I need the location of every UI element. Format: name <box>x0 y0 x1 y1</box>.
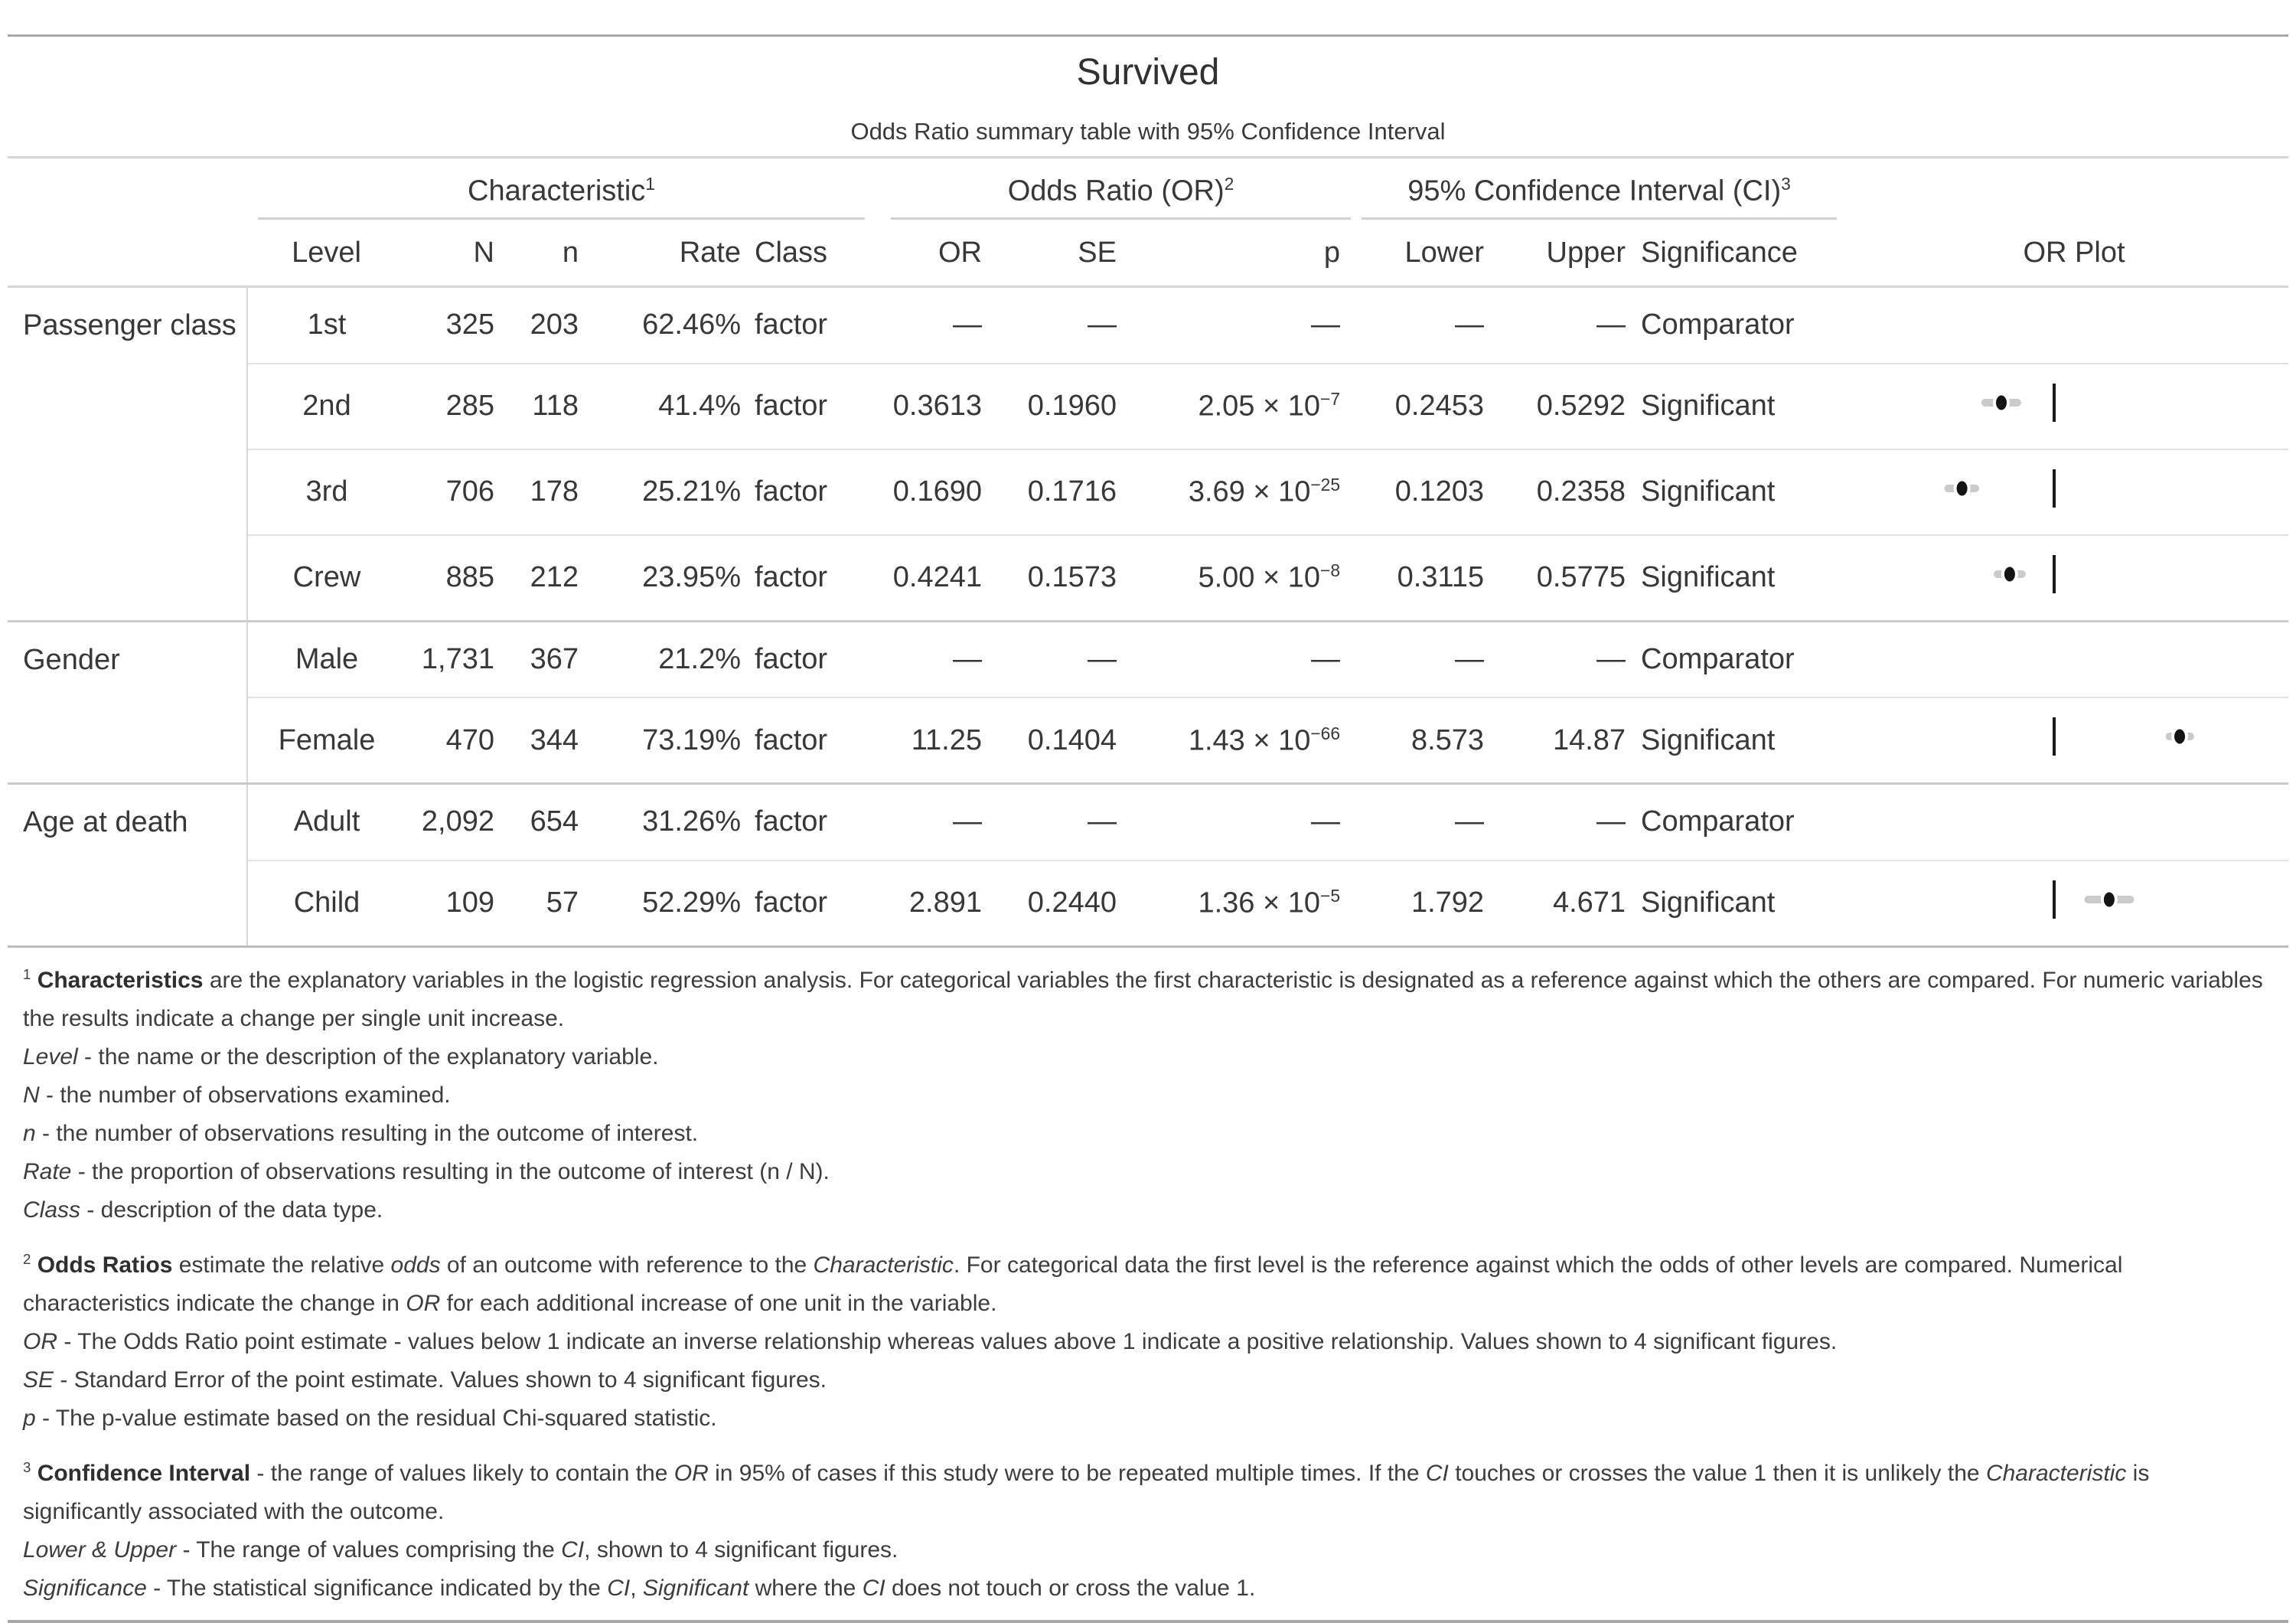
reference-line-value-1 <box>2053 717 2056 756</box>
cell-or-plot <box>1837 784 2288 860</box>
cell-level: Child <box>247 860 406 945</box>
cell-se: — <box>1088 309 1117 341</box>
or-plot <box>1837 536 2287 612</box>
footnote-line: $^2$ Odds Ratios estimate the relative odds of an outcome with reference to the Characteristic. For categorical data the first level is the reference against which the odds of other levels are compared. Numerical characteristics indicate the change in OR for each additional increase of one unit in the variable. <box>23 1250 2123 1316</box>
footnote-line: Class - description of the data type. <box>23 1197 383 1223</box>
or-dot <box>2003 565 2017 583</box>
cell-class: factor <box>752 449 888 535</box>
group-header-characteristic-label: Characteristic <box>468 175 646 207</box>
cell-level: Female <box>247 697 406 784</box>
page-bottom-rule <box>8 1620 2288 1623</box>
or-plot <box>1837 861 2287 938</box>
p-exponent: −66 <box>1310 723 1341 743</box>
cell-class: factor <box>752 860 888 945</box>
cell-significance: Significant <box>1636 860 1837 945</box>
cell-rate: 23.95% <box>589 535 752 622</box>
cell-rate: 31.26% <box>589 784 752 860</box>
cell-rate: 73.19% <box>589 697 752 784</box>
cell-level: 1st <box>247 287 406 364</box>
cell-or-plot <box>1837 535 2288 622</box>
cell-se: — <box>993 621 1127 697</box>
cell-upper: 14.87 <box>1495 697 1636 784</box>
cell-n: 57 <box>505 860 589 945</box>
p-value: 1.43 × 10 <box>1188 724 1311 757</box>
group-header-confidence-interval <box>1351 158 1837 220</box>
cell-upper: — <box>1495 784 1636 860</box>
cell-lower: 0.3115 <box>1351 535 1495 622</box>
footnote-line: $^1$ Characteristics are the explanatory variables in the logistic regression analysis. For categorical variables the first characteristic is designated as a reference against which the others are compared. For numeric variables the results indicate a change per single unit increase. <box>23 965 2263 1031</box>
cell-rate: 25.21% <box>589 449 752 535</box>
footnote-line: N - the number of observations examined. <box>23 1082 451 1108</box>
row-group-label: Passenger class <box>23 309 236 341</box>
table-row <box>8 287 2288 364</box>
cell-level: Male <box>247 621 406 697</box>
cell-rate: 41.4% <box>589 364 752 449</box>
footnote-line: Significance - The statistical significance indicated by the CI, Significant where the CI does not touch or cross the value 1. <box>23 1575 1256 1601</box>
footnote-line: SE - Standard Error of the point estimate. Values shown to 4 significant figures. <box>23 1367 827 1393</box>
footnote-marker-1: 1 <box>645 174 655 194</box>
or-plot <box>1837 364 2287 441</box>
p-exponent: −25 <box>1310 475 1341 495</box>
cell-lower: 0.1203 <box>1351 449 1495 535</box>
cell-p <box>1127 449 1351 535</box>
col-header-n: n <box>505 220 589 287</box>
header-spacer <box>8 158 247 220</box>
cell-or: 0.3613 <box>888 364 993 449</box>
cell-p <box>1127 287 1351 364</box>
footnote-marker-3: 3 <box>1781 174 1791 194</box>
cell-or: 11.25 <box>888 697 993 784</box>
cell-class: factor <box>752 697 888 784</box>
group-header-odds-ratio <box>888 158 1351 220</box>
cell-or: — <box>953 309 982 341</box>
cell-N: 470 <box>406 697 505 784</box>
cell-n: 118 <box>505 364 589 449</box>
or-dot <box>2173 728 2187 746</box>
cell-n: 212 <box>505 535 589 622</box>
cell-significance: Significant <box>1636 535 1837 622</box>
column-header-row <box>8 220 2288 287</box>
or-plot <box>1837 450 2287 527</box>
cell-N: 109 <box>406 860 505 945</box>
cell-N: 1,731 <box>406 621 505 697</box>
col-header-N: N <box>406 220 505 287</box>
p-exponent: −7 <box>1320 389 1341 410</box>
cell-lower: 8.573 <box>1351 697 1495 784</box>
cell-p <box>1127 697 1351 784</box>
cell-class: factor <box>755 309 828 341</box>
p-value: — <box>1311 805 1341 838</box>
cell-or: 0.1690 <box>888 449 993 535</box>
col-header-or: OR <box>888 220 993 287</box>
cell-se: — <box>993 784 1127 860</box>
cell-upper: — <box>1596 309 1626 341</box>
cell-N: 706 <box>406 449 505 535</box>
or-dot <box>2102 890 2116 908</box>
cell-upper: 0.5292 <box>1495 364 1636 449</box>
cell-rate: 52.29% <box>589 860 752 945</box>
or-plot <box>1837 698 2287 775</box>
group-header-confidence-interval-label: 95% Confidence Interval (CI) <box>1407 175 1782 207</box>
page-subtitle: Odds Ratio summary table with 95% Confidence Interval <box>850 118 1446 145</box>
footnote-line: $^3$ Confidence Interval - the range of values likely to contain the OR in 95% of cases if this study were to be repeated multiple times. If the CI touches or crosses the value 1 then it is unlikely the Characteristic is significantly associated with the outcome. <box>23 1458 2150 1524</box>
cell-or: — <box>888 621 993 697</box>
footnote-block-3 <box>23 1448 2273 1608</box>
reference-line-value-1 <box>2053 555 2056 593</box>
cell-se: 0.1716 <box>993 449 1127 535</box>
table-row <box>8 535 2288 622</box>
cell-N: 885 <box>406 535 505 622</box>
col-header-significance: Significance <box>1636 220 1837 287</box>
cell-or-plot <box>1837 364 2288 449</box>
header-spacer-plot <box>1837 158 2288 220</box>
cell-or: — <box>888 784 993 860</box>
table-body <box>8 287 2288 945</box>
footnote-line: OR - The Odds Ratio point estimate - values below 1 indicate an inverse relationship whereas values above 1 indicate a positive relationship. Values shown to 4 significant figures. <box>23 1328 1838 1354</box>
cell-lower: — <box>1455 309 1485 341</box>
footnote-line: p - The p-value estimate based on the residual Chi-squared statistic. <box>23 1405 717 1431</box>
footnote-line: n - the number of observations resulting in the outcome of interest. <box>23 1120 699 1146</box>
cell-level: 3rd <box>247 449 406 535</box>
odds-ratio-table-wrap <box>8 158 2288 948</box>
cell-se: 0.2440 <box>993 860 1127 945</box>
cell-p <box>1127 784 1351 860</box>
footnote-line: Level - the name or the description of the explanatory variable. <box>23 1043 659 1069</box>
cell-n: 344 <box>505 697 589 784</box>
cell-rate: 62.46% <box>642 309 741 341</box>
p-value: — <box>1311 309 1341 341</box>
page-top-rule <box>8 34 2288 37</box>
col-header-or-plot: OR Plot <box>1837 220 2288 287</box>
cell-p <box>1127 621 1351 697</box>
table-row <box>8 621 2288 697</box>
cell-or-plot <box>1837 287 2288 364</box>
table-row <box>8 784 2288 860</box>
p-value: 1.36 × 10 <box>1198 887 1321 919</box>
or-dot <box>1994 394 2008 411</box>
group-header-characteristic <box>247 158 888 220</box>
cell-se: 0.1404 <box>993 697 1127 784</box>
col-header-se: SE <box>993 220 1127 287</box>
cell-level: Crew <box>247 535 406 622</box>
cell-or-plot <box>1837 860 2288 945</box>
footnote-block-2 <box>23 1240 2273 1438</box>
col-header-class: Class <box>752 220 888 287</box>
cell-p <box>1127 364 1351 449</box>
cell-p <box>1127 535 1351 622</box>
cell-significance: Significant <box>1636 449 1837 535</box>
p-value: 5.00 × 10 <box>1198 561 1321 594</box>
cell-lower: 1.792 <box>1351 860 1495 945</box>
row-group-label: Age at death <box>8 784 247 945</box>
cell-upper: 4.671 <box>1495 860 1636 945</box>
cell-or-plot <box>1837 449 2288 535</box>
cell-lower: — <box>1351 784 1495 860</box>
cell-n: 654 <box>505 784 589 860</box>
col-header-rate: Rate <box>589 220 752 287</box>
cell-rate: 21.2% <box>589 621 752 697</box>
col-header-lower: Lower <box>1351 220 1495 287</box>
group-header-row <box>8 158 2288 220</box>
cell-upper: — <box>1495 621 1636 697</box>
cell-n: 203 <box>530 309 579 341</box>
cell-se: 0.1960 <box>993 364 1127 449</box>
cell-class: factor <box>752 535 888 622</box>
footnote-line: Lower & Upper - The range of values comprising the CI, shown to 4 significant figures. <box>23 1536 899 1563</box>
footnote-block-1 <box>23 955 2273 1229</box>
cell-class: factor <box>752 621 888 697</box>
cell-level: Adult <box>247 784 406 860</box>
reference-line-value-1 <box>2053 469 2056 508</box>
col-header-p: p <box>1127 220 1351 287</box>
p-value: 3.69 × 10 <box>1188 475 1311 508</box>
cell-significance: Comparator <box>1641 309 1795 341</box>
cell-or-plot <box>1837 621 2288 697</box>
cell-se: 0.1573 <box>993 535 1127 622</box>
group-header-odds-ratio-label: Odds Ratio (OR) <box>1007 175 1225 207</box>
cell-class: factor <box>752 364 888 449</box>
cell-upper: 0.5775 <box>1495 535 1636 622</box>
or-dot <box>1955 479 1969 497</box>
page-title: Survived <box>1076 52 1220 93</box>
cell-class: factor <box>752 784 888 860</box>
cell-n: 178 <box>505 449 589 535</box>
cell-significance: Significant <box>1636 697 1837 784</box>
cell-N: 2,092 <box>406 784 505 860</box>
table-row <box>8 449 2288 535</box>
cell-level: 2nd <box>247 364 406 449</box>
cell-significance: Comparator <box>1636 784 1837 860</box>
cell-or-plot <box>1837 697 2288 784</box>
p-exponent: −5 <box>1320 886 1341 906</box>
odds-ratio-summary-table <box>8 158 2288 945</box>
col-header-level: Level <box>247 220 406 287</box>
cell-p <box>1127 860 1351 945</box>
cell-upper: 0.2358 <box>1495 449 1636 535</box>
cell-significance: Comparator <box>1636 621 1837 697</box>
footnotes <box>23 955 2273 1608</box>
cell-N: 325 <box>445 309 494 341</box>
row-group-label: Gender <box>8 621 247 784</box>
footnote-marker-2: 2 <box>1224 174 1234 194</box>
p-value: 2.05 × 10 <box>1198 390 1321 423</box>
cell-significance: Significant <box>1636 364 1837 449</box>
cell-or: 2.891 <box>888 860 993 945</box>
cell-lower: — <box>1351 621 1495 697</box>
cell-or: 0.4241 <box>888 535 993 622</box>
p-value: — <box>1311 642 1341 675</box>
reference-line-value-1 <box>2053 384 2056 422</box>
col-header-upper: Upper <box>1495 220 1636 287</box>
cell-n: 367 <box>505 621 589 697</box>
p-exponent: −8 <box>1320 560 1341 581</box>
reference-line-value-1 <box>2053 880 2056 919</box>
table-row <box>8 697 2288 784</box>
col-header-spacer <box>8 220 247 287</box>
table-row <box>8 860 2288 945</box>
footnote-line: Rate - the proportion of observations resulting in the outcome of interest (n / N). <box>23 1158 830 1184</box>
table-row <box>8 364 2288 449</box>
cell-lower: 0.2453 <box>1351 364 1495 449</box>
cell-N: 285 <box>406 364 505 449</box>
